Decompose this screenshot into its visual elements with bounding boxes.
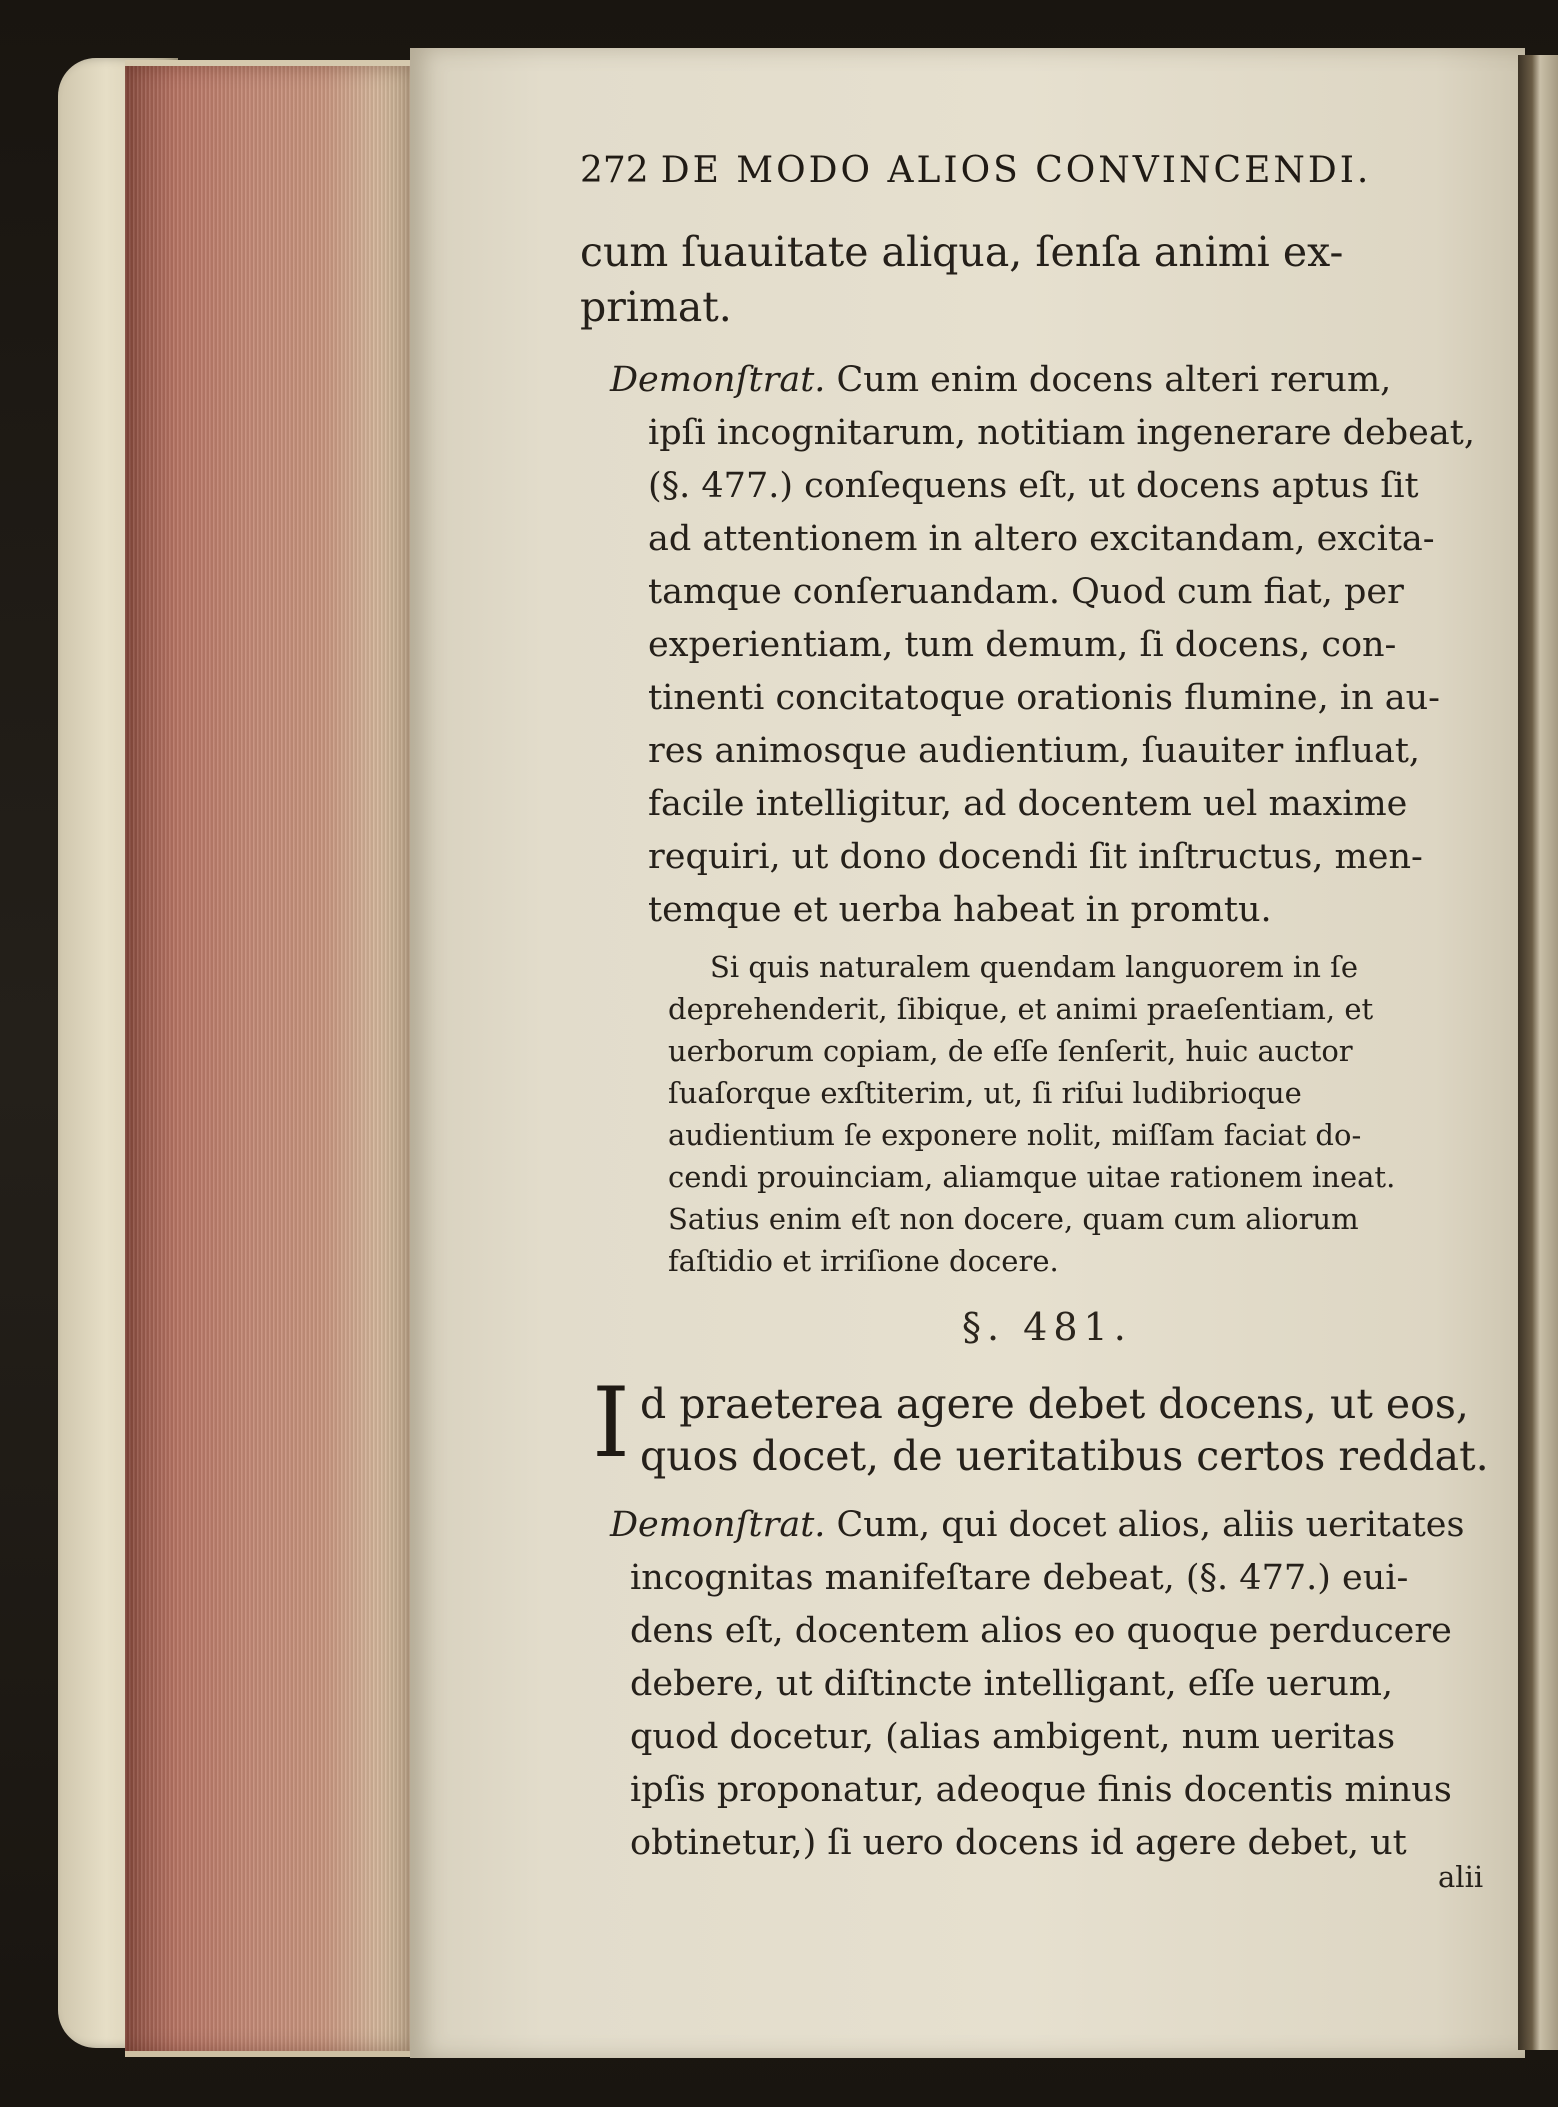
text-line: res animosque audientium, ſuauiter influat, <box>648 731 1421 771</box>
demonstration-label: Demonſtrat. <box>610 1505 826 1545</box>
page-edges <box>125 60 410 2057</box>
text-line: debere, ut diſtincte intelligant, eſſe uerum, <box>630 1664 1394 1704</box>
scholium-line: audientium ſe exponere nolit, miſſam faciat do- <box>668 1118 1362 1152</box>
running-head-title: DE MODO ALIOS CONVINCENDI. <box>660 150 1372 191</box>
running-head <box>580 150 1371 191</box>
demonstration-label: Demonſtrat. <box>610 360 826 400</box>
scholium-line: deprehenderit, ſibique, et animi praeſentiam, et <box>668 992 1374 1026</box>
section-text-line: d praeterea agere debet docens, ut eos, <box>640 1380 1469 1428</box>
text-line: obtinetur,) ſi uero docens id agere debet, ut <box>630 1823 1407 1863</box>
text-line: cum ſuauitate aliqua, ſenſa animi ex- <box>580 228 1344 276</box>
text-line: tamque conſeruandam. Quod cum fiat, per <box>648 572 1404 612</box>
scholium-line: faſtidio et irriſione docere. <box>668 1244 1059 1278</box>
section-text-line: quos docet, de ueritatibus certos reddat. <box>640 1432 1489 1480</box>
demonstration-first-line: Cum enim docens alteri rerum, <box>836 360 1392 400</box>
demonstration-paragraph-first-line <box>610 1505 1464 1545</box>
text-line: experientiam, tum demum, ſi docens, con- <box>648 625 1397 665</box>
right-gutter <box>1518 55 1558 2050</box>
text-line: dens eſt, docentem alios eo quoque perducere <box>630 1611 1452 1651</box>
demonstration-paragraph-first-line <box>610 360 1391 400</box>
text-line: facile intelligitur, ad docentem uel maxime <box>648 784 1408 824</box>
catchword: alii <box>1438 1860 1484 1894</box>
text-line: ad attentionem in altero excitandam, excita- <box>648 519 1435 559</box>
drop-cap: I <box>592 1367 630 1479</box>
page-number: 272 <box>580 150 649 191</box>
scholium-line: cendi prouinciam, aliamque uitae rationem ineat. <box>668 1160 1396 1194</box>
scholium-line: ſuaſorque exſtiterim, ut, ſi riſui ludibrioque <box>668 1076 1302 1110</box>
text-line: requiri, ut dono docendi ſit inſtructus, men- <box>648 837 1423 877</box>
scholium-line: Satius enim eſt non docere, quam cum aliorum <box>668 1202 1359 1236</box>
scholium-line: uerborum copiam, de eſſe ſenſerit, huic auctor <box>668 1034 1353 1068</box>
text-line: quod docetur, (alias ambigent, num ueritas <box>630 1717 1396 1757</box>
text-line: ipſis proponatur, adeoque finis docentis minus <box>630 1770 1452 1810</box>
demonstration-first-line: Cum, qui docet alios, aliis ueritates <box>836 1505 1465 1545</box>
text-line: primat. <box>580 283 732 331</box>
text-line: temque et uerba habeat in promtu. <box>648 890 1272 930</box>
text-line: tinenti concitatoque orationis flumine, in au- <box>648 678 1440 718</box>
section-number: §. 481. <box>962 1305 1132 1349</box>
scholium-line: Si quis naturalem quendam languorem in ſe <box>710 950 1358 984</box>
text-line: (§. 477.) conſequens eſt, ut docens aptus ſit <box>648 466 1419 506</box>
text-line: incognitas manifeſtare debeat, (§. 477.) eui- <box>630 1558 1409 1598</box>
text-line: ipſi incognitarum, notitiam ingenerare debeat, <box>648 413 1475 453</box>
